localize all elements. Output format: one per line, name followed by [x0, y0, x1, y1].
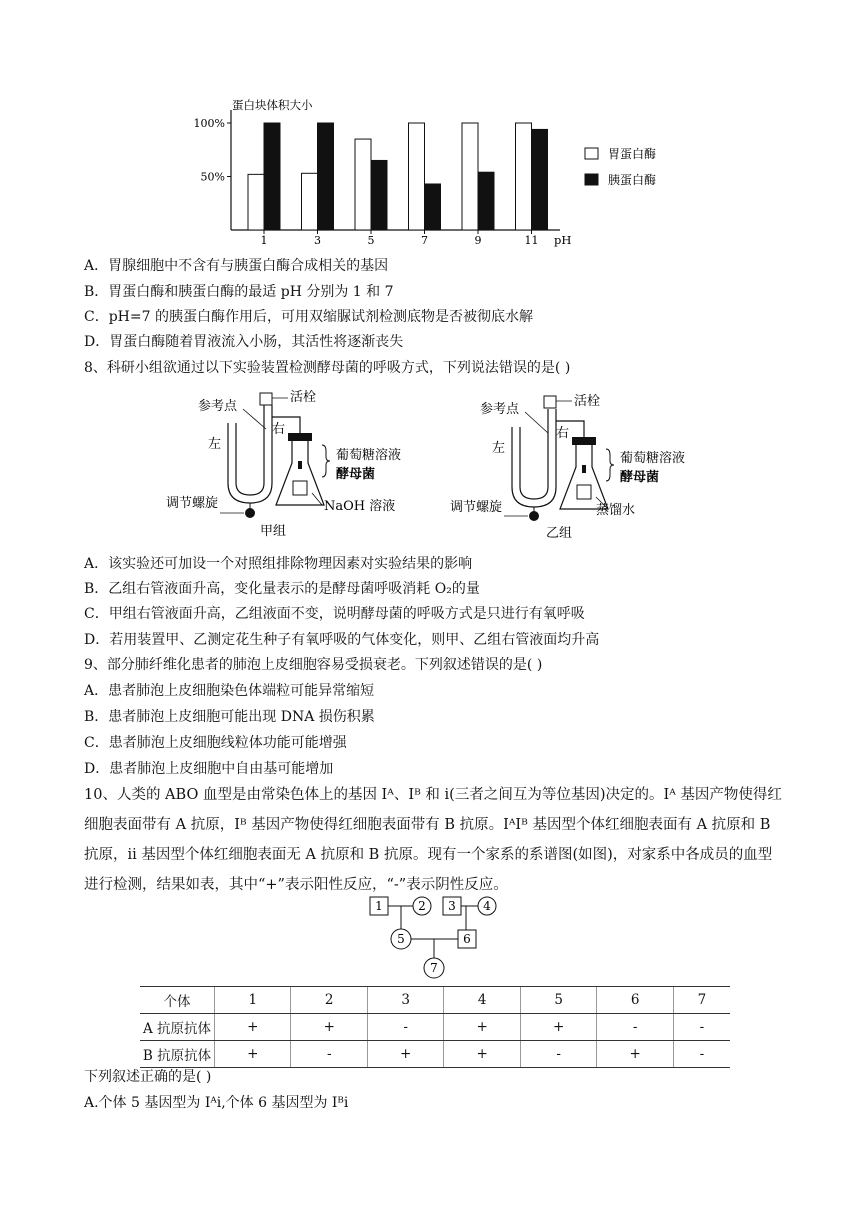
bar-chart — [190, 92, 690, 252]
apparatus-a — [166, 389, 401, 539]
x-tick-label: 7 — [421, 234, 428, 247]
table-cell: - — [673, 1041, 730, 1068]
pedigree-label: 6 — [463, 932, 471, 946]
q8-option-c: C．甲组右管液面升高，乙组液面不变，说明酵母菌的呼吸方式是只进行有氧呼吸 — [84, 606, 585, 622]
valve-label: 活栓 — [290, 390, 317, 405]
table-row — [140, 1014, 730, 1041]
q7-option-b: B．胃蛋白酶和胰蛋白酶的最适 pH 分别为 1 和 7 — [84, 284, 394, 300]
table-cell: B 抗原抗体 — [140, 1041, 215, 1068]
bar-pepsin — [248, 174, 264, 230]
q9-option-d: D．患者肺泡上皮细胞中自由基可能增加 — [84, 761, 334, 777]
table-cell: 3 — [367, 987, 443, 1014]
table-cell: - — [673, 1014, 730, 1041]
group-b-caption: 乙组 — [546, 526, 573, 541]
yeast-label: 酵母菌 — [620, 470, 660, 485]
bar-trypsin — [478, 172, 494, 230]
solution-label: 蒸馏水 — [596, 503, 636, 518]
left-label: 左 — [208, 437, 222, 452]
bar-pepsin — [355, 139, 371, 230]
pedigree-label: 3 — [448, 899, 456, 913]
bar-pepsin — [302, 173, 318, 230]
table-cell: 4 — [444, 987, 520, 1014]
x-tick-label: 3 — [314, 234, 321, 247]
table-cell: + — [215, 1041, 291, 1068]
screw-label: 调节螺旋 — [166, 496, 219, 511]
q10-stem: 10、人类的 ABO 血型是由常染色体上的基因 Iᴬ、Iᴮ 和 i(三者之间互为等位基因)决定的。Iᴬ 基因产物使得红细胞表面带有 A 抗原，Iᴮ 基因产物使得红细胞表面带有 B 抗原。IᴬIᴮ 基因型个体红细胞表面有 A 抗原和 B 抗原，ii 基因型个体红细胞表面无 A 抗原和 B 抗原。现有一个家系的系谱图(如图)，对家系中各成员的血型进行检测，结果如表，其中“+”表示阳性反应，“-”表示阴性反应。 — [84, 787, 782, 893]
bar-pepsin — [462, 123, 478, 230]
legend-label: 胃蛋白酶 — [608, 147, 657, 161]
bar-trypsin — [371, 160, 387, 230]
pedigree-label: 5 — [397, 932, 405, 946]
table-cell: + — [444, 1041, 520, 1068]
table-cell: 5 — [520, 987, 596, 1014]
bar-trypsin — [425, 184, 441, 230]
bar-pepsin — [516, 123, 532, 230]
table-cell: + — [215, 1014, 291, 1041]
y-tick-label: 100% — [193, 117, 225, 130]
table-cell: + — [444, 1014, 520, 1041]
table-cell: 7 — [673, 987, 730, 1014]
pedigree-label: 4 — [483, 899, 491, 913]
chart-y-label: 蛋白块体积大小 — [232, 98, 313, 112]
x-tick-label: 5 — [367, 234, 375, 247]
table-cell: - — [367, 1014, 443, 1041]
pedigree-label: 7 — [430, 961, 438, 975]
q8-option-a: A．该实验还可加设一个对照组排除物理因素对实验结果的影响 — [84, 556, 473, 572]
pedigree-label: 1 — [375, 899, 383, 913]
bar-pepsin — [409, 123, 425, 230]
apparatus-diagram — [150, 383, 730, 548]
right-label: 右 — [556, 426, 570, 441]
q9-option-a: A．患者肺泡上皮细胞染色体端粒可能异常缩短 — [84, 683, 375, 699]
x-axis-label: pH — [554, 233, 572, 247]
right-label: 右 — [272, 422, 286, 437]
table-cell: A 抗原抗体 — [140, 1014, 215, 1041]
valve-label: 活栓 — [574, 394, 601, 409]
x-tick-label: 9 — [474, 234, 482, 247]
table-cell: + — [367, 1041, 443, 1068]
pedigree-label: 2 — [418, 899, 426, 913]
table-cell: + — [597, 1041, 673, 1068]
x-tick-label: 1 — [260, 234, 268, 247]
q8-option-d: D．若用装置甲、乙测定花生种子有氧呼吸的气体变化，则甲、乙组右管液面均升高 — [84, 632, 600, 648]
ref-point-label: 参考点 — [198, 399, 238, 414]
solution-label: NaOH 溶液 — [324, 499, 396, 514]
ref-point-label: 参考点 — [480, 402, 520, 417]
group-a-caption: 甲组 — [260, 524, 287, 539]
table-cell: 2 — [291, 987, 367, 1014]
bar-trypsin — [532, 129, 548, 230]
q9-option-b: B．患者肺泡上皮细胞可能出现 DNA 损伤积累 — [84, 709, 375, 725]
q7-option-c: C．pH=7 的胰蛋白酶作用后，可用双缩脲试剂检测底物是否被彻底水解 — [84, 309, 533, 325]
screw-label: 调节螺旋 — [450, 500, 503, 515]
table-header-row — [140, 987, 730, 1014]
q10-followup: 下列叙述正确的是( ) — [84, 1069, 212, 1085]
pedigree-chart — [360, 892, 510, 982]
blood-type-table — [140, 986, 730, 1068]
legend-label: 胰蛋白酶 — [608, 173, 657, 187]
q10-option-a: A.个体 5 基因型为 Iᴬi,个体 6 基因型为 Iᴮi — [84, 1095, 349, 1111]
y-tick-label: 50% — [200, 170, 225, 184]
table-row — [140, 1041, 730, 1068]
glucose-label: 葡萄糖溶液 — [620, 451, 686, 466]
q8-stem: 8、科研小组欲通过以下实验装置检测酵母菌的呼吸方式，下列说法错误的是( ) — [84, 360, 571, 376]
table-cell: + — [291, 1014, 367, 1041]
table-cell: 个体 — [140, 987, 215, 1014]
q9-option-c: C．患者肺泡上皮细胞线粒体功能可能增强 — [84, 735, 347, 751]
table-cell: - — [291, 1041, 367, 1068]
glucose-label: 葡萄糖溶液 — [336, 448, 402, 463]
left-label: 左 — [492, 441, 506, 456]
q9-stem: 9、部分肺纤维化患者的肺泡上皮细胞容易受损衰老。下列叙述错误的是( ) — [84, 657, 543, 673]
q7-option-a: A．胃腺细胞中不含有与胰蛋白酶合成相关的基因 — [84, 258, 389, 274]
table-cell: - — [520, 1041, 596, 1068]
yeast-label: 酵母菌 — [336, 467, 376, 482]
table-cell: + — [520, 1014, 596, 1041]
table-cell: - — [597, 1014, 673, 1041]
table-cell: 1 — [215, 987, 291, 1014]
bar-trypsin — [318, 123, 334, 230]
legend-swatch — [585, 148, 598, 159]
apparatus-b — [450, 393, 685, 541]
bar-trypsin — [264, 123, 280, 230]
q7-option-d: D．胃蛋白酶随着胃液流入小肠，其活性将逐渐丧失 — [84, 334, 404, 350]
x-tick-label: 11 — [524, 234, 539, 247]
q8-option-b: B．乙组右管液面升高，变化量表示的是酵母菌呼吸消耗 O₂的量 — [84, 581, 480, 597]
table-cell: 6 — [597, 987, 673, 1014]
legend-swatch — [585, 174, 598, 185]
